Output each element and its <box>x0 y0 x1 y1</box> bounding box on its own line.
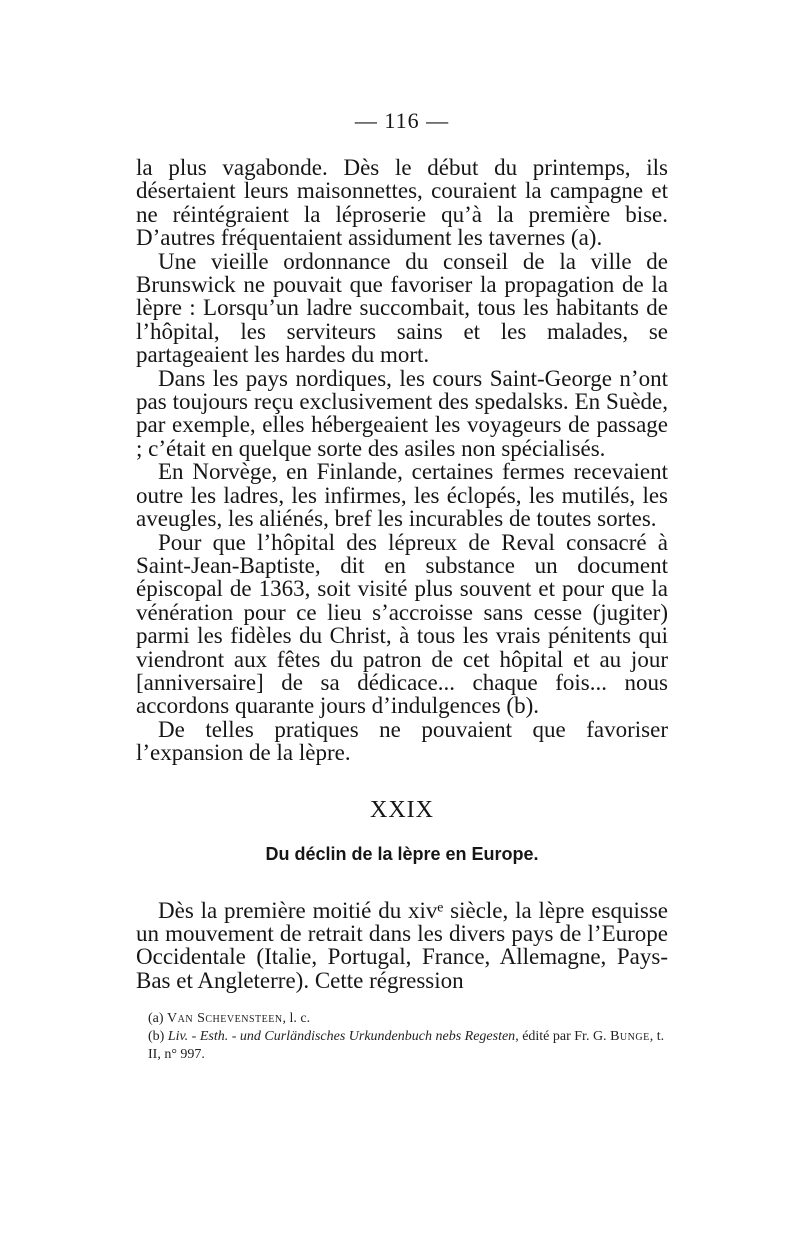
book-page <box>136 108 668 1064</box>
footnote-a-author: Van Schevensteen <box>167 1011 283 1027</box>
footnote-b-mark: (b) <box>148 1029 165 1045</box>
footnote-b-title: Liv. - Esth. - und Curländisches Urkundenbuch nebs Regesten <box>167 1029 516 1045</box>
paragraph-1: la plus vagabonde. Dès le début du printemps, ils désertaient leurs maisonnettes, couraient la campagne et ne réintégraient la léproserie qu’à la première bise. D’autres fréquentaient assidument les tavernes (a). <box>136 155 668 251</box>
paragraph-4: En Norvège, en Finlande, certaines fermes recevaient outre les ladres, les infirmes, les éclopés, les mutilés, les aveugles, les aliénés, bref les incurables de toutes sortes. <box>136 459 668 532</box>
footnote-a-rest: , l. c. <box>282 1011 311 1027</box>
footnote-a-mark: (a) <box>148 1011 164 1027</box>
paragraph-6: De telles pratiques ne pouvaient que favoriser l’expansion de la lèpre. <box>136 716 668 766</box>
paragraph-3: Dans les pays nordiques, les cours Saint-George n’ont pas toujours reçu exclusivement des spedalsks. En Suède, par exemple, elles hébergeaient les voyageurs de passage ; c’était en quelque sorte des asiles non spécialisés. <box>136 365 668 461</box>
footnote-b-edited: , édité par Fr. G. <box>515 1029 611 1045</box>
footnote-a <box>148 1010 668 1028</box>
paragraph-2: Une vieille ordonnance du conseil de la ville de Brunswick ne pouvait que favoriser la propagation de la lèpre : Lorsqu’un ladre succombait, tous les habitants de l’hôpital, les serviteurs sains et les malades, se partageaient les hardes du mort. <box>136 248 668 368</box>
footnotes <box>136 1010 668 1064</box>
paragraph-5: Pour que l’hôpital des lépreux de Reval consacré à Saint-Jean-Baptiste, dit en substance un document épiscopal de 1363, soit visité plus souvent et pour que la vénération pour ce lieu s’accroisse sans cesse (jugiter) parmi les fidèles du Christ, à tous les vrais pénitents qui viendront aux fêtes du patron de cet hôpital et au jour [anniversaire] de sa dédicace... chaque fois... nous accordons quarante jours d’indulgences (b). <box>136 529 668 719</box>
paragraph-7: Dès la première moitié du xivᵉ siècle, la lèpre esquisse un mouvement de retrait dans les divers pays de l’Europe Occidentale (Italie, Portugal, France, Allemagne, Pays-Bas et Angleterre). Cette régression <box>136 897 668 993</box>
section-number: XXIX <box>370 796 434 823</box>
footnote-b-rest: , t. II, n° 997. <box>148 1029 665 1063</box>
footnote-b <box>148 1028 668 1064</box>
footnote-b-author: Bunge <box>610 1029 650 1045</box>
page-number: — 116 — <box>354 108 450 133</box>
section-title: Du déclin de la lèpre en Europe. <box>265 843 539 864</box>
